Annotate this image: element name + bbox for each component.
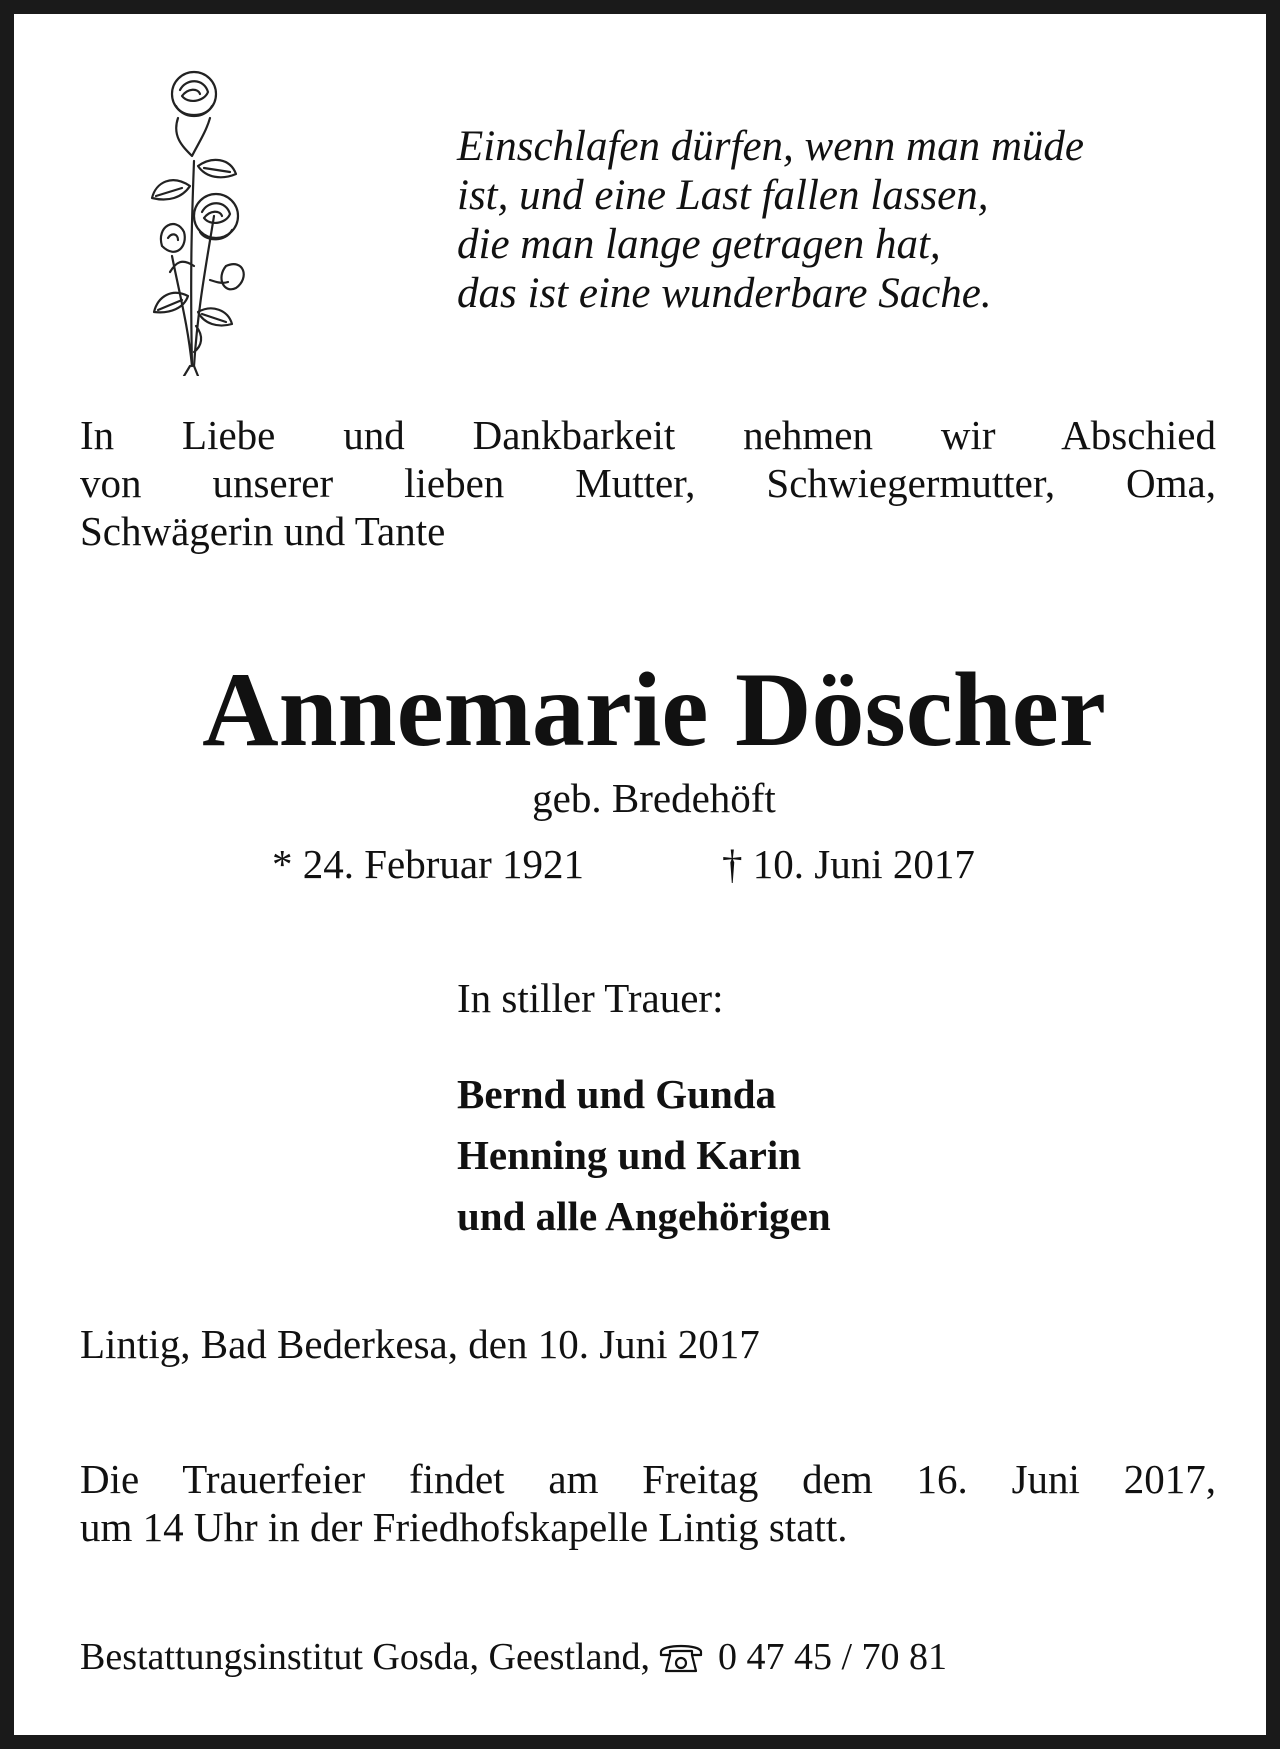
poem-line: das ist eine wunderbare Sache. xyxy=(457,270,992,317)
death-date: † 10. Juni 2017 xyxy=(722,841,975,887)
service-line: Die Trauerfeier findet am Freitag dem 16. Juni 2017, xyxy=(80,1456,1216,1502)
place-and-date: Lintig, Bad Bederkesa, den 10. Juni 2017 xyxy=(80,1321,760,1367)
birth-date: * 24. Februar 1921 xyxy=(272,841,585,887)
poem-line: ist, und eine Last fallen lassen, xyxy=(457,172,989,219)
life-dates xyxy=(14,838,1280,890)
deceased-name: Annemarie Döscher xyxy=(202,651,1106,768)
mourning-label: In stiller Trauer: xyxy=(457,975,724,1021)
poem-line: die man lange getragen hat, xyxy=(457,221,941,268)
mourner-entry: Bernd und Gunda xyxy=(457,1071,777,1117)
undertaker-name: Bestattungsinstitut Gosda, Geestland, xyxy=(80,1636,650,1678)
poem-quote xyxy=(457,122,1217,318)
mourner-entry: Henning und Karin xyxy=(457,1132,802,1178)
service-line: um 14 Uhr in der Friedhofskapelle Lintig statt. xyxy=(80,1504,848,1550)
funeral-service-info xyxy=(80,1455,1216,1551)
undertaker-line xyxy=(80,1631,947,1683)
mourner-entry: und alle Angehörigen xyxy=(457,1193,831,1239)
birth-name: geb. Bredehöft xyxy=(532,775,776,821)
farewell-line: Schwägerin und Tante xyxy=(80,508,446,554)
farewell-text xyxy=(80,411,1216,555)
mourners-list xyxy=(457,1064,831,1247)
telephone-icon xyxy=(658,1640,704,1674)
poem-line: Einschlafen dürfen, wenn man müde xyxy=(457,123,1084,170)
farewell-line: In Liebe und Dankbarkeit nehmen wir Abschied xyxy=(80,412,1216,458)
rose-illustration xyxy=(132,66,262,376)
phone-number: 0 47 45 / 70 81 xyxy=(717,1636,948,1678)
farewell-line: von unserer lieben Mutter, Schwiegermutter, Oma, xyxy=(80,460,1216,506)
